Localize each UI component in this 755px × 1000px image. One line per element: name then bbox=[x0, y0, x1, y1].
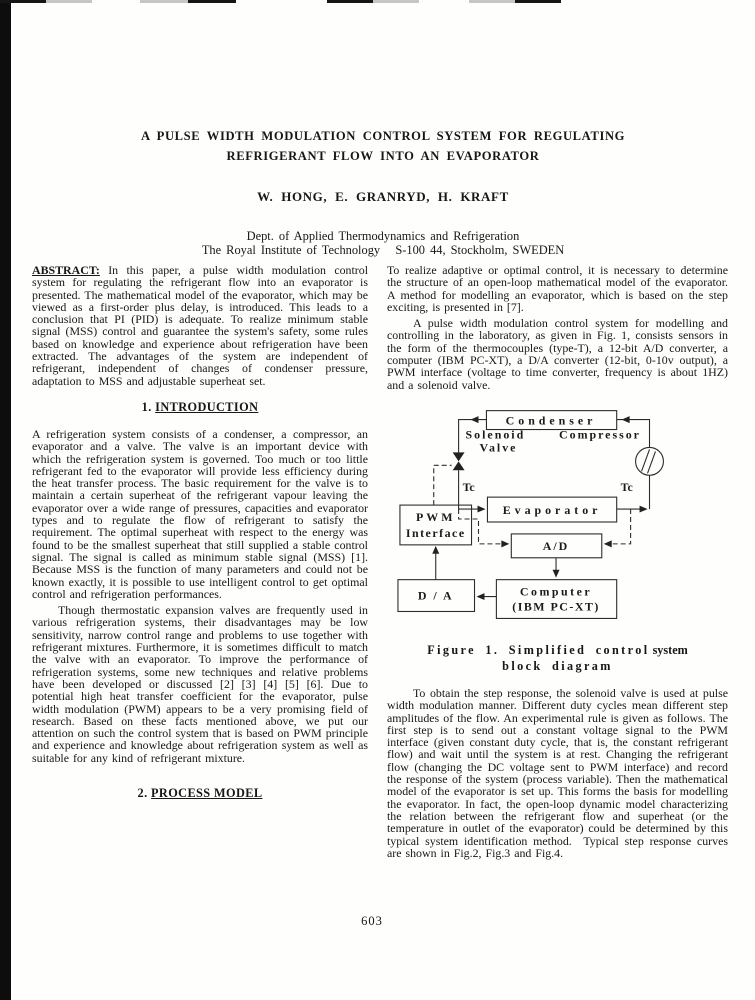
arrowhead-into-condenser bbox=[622, 416, 630, 423]
compressor-symbol bbox=[636, 447, 664, 475]
intro-paragraph-2: Though thermostatic expansion valves are frequently used in various refrigeration systems, their disadvantages may be low sensitivity, narrow control range and problems to use together with refrigerant mixtures. Furthermore, it is sometimes difficult to match the valve with an evaporator. To improve the performance of refrigeration systems, some new techniques and relative problems have been developed or discussed [2] [3] [4] [5] [6]. Due to potential high heat transfer coefficient for the evaporator, pulse width modulation (PWM) appears to be a very promising field of research. Based on these facts mentioned above, we put our attention on such the control system that is based on PWM principle and experience and knowledge about refrigeration system as well as suitable for any kind of refrigerant mixture. bbox=[32, 603, 368, 765]
pwm-to-valve-control-line bbox=[434, 465, 452, 505]
computer-label-2: (IBM PC-XT) bbox=[512, 599, 600, 614]
affiliation bbox=[11, 229, 755, 257]
solenoid-valve-label-1: Solenoid bbox=[465, 427, 526, 442]
tc-right-signal-line bbox=[607, 509, 631, 544]
condenser-label: Condenser bbox=[505, 413, 597, 428]
right-paragraph-3: To obtain the step response, the solenoid valve is used at pulse width modulation manner. Different duty cycles mean different step amplitudes of the flow. An experimental rule is given as follows. The first step is to send out a constant voltage signal to the PWM interface (given constant duty cycle, that is, the constant refrigerant flow) and wait until the system is at rest. Changing the refrigerant flow (changing the DC voltage sent to PWM interface) and record the response of the system (process variable). Then the mathematical model of the evaporator is set up. This forms the basis for modelling the evaporator. In fact, the open-loop dynamic model characterizing the relation between the refrigerant flow and superheat (or the temperature in outlet of the evaporator) could be determined by this typical system identification method. Typical step response curves are shown in Fig.2, Fig.3 and Fig.4. bbox=[387, 685, 728, 860]
figure-1 bbox=[387, 407, 728, 674]
ad-converter-label: A/D bbox=[542, 538, 570, 553]
column-right bbox=[387, 264, 728, 859]
right-paragraph-2: A pulse width modulation control system for modelling and controlling in the laboratory, as given in Fig. 1, consists sensors in the form of the thermocouples (type-T), a 12-bit A/D converter, a computer (IBM PC-XT), a D/A converter (12-bit, 0-10v output), a PWM interface (voltage to time converter, frequency is about 1HZ) and a solenoid valve. bbox=[387, 316, 728, 392]
scan-edge-bar bbox=[0, 0, 11, 1000]
arrowhead-into-pwm bbox=[432, 546, 439, 554]
section-heading-introduction bbox=[32, 400, 368, 415]
section-number: 1. bbox=[141, 399, 156, 414]
arrowhead-into-da bbox=[477, 593, 485, 600]
section-title: INTRODUCTION bbox=[155, 399, 259, 414]
page-number: 603 bbox=[361, 914, 383, 928]
tc-left-signal-line bbox=[459, 509, 507, 544]
right-paragraph-1: To realize adaptive or optimal control, it is necessary to determine the structure of an open-loop mathematical model of the evaporator. A method for modelling an evaporator, which is based on the step exciting, is presented in [7]. bbox=[387, 263, 728, 314]
computer-label-1: Computer bbox=[519, 584, 593, 599]
da-converter-label: D / A bbox=[417, 588, 454, 603]
affiliation-line-2: The Royal Institute of Technology S-100 44, Stockholm, SWEDEN bbox=[201, 243, 565, 257]
arrowhead-liquid-line bbox=[471, 416, 479, 423]
solenoid-valve-icon bbox=[453, 452, 465, 461]
arrowhead-into-ad-left bbox=[501, 540, 509, 547]
figure-caption-tail: system bbox=[649, 642, 688, 657]
paper-page bbox=[11, 0, 755, 1000]
solenoid-valve-icon bbox=[453, 461, 465, 470]
affiliation-line-1: Dept. of Applied Thermodynamics and Refrigeration bbox=[246, 229, 520, 243]
column-left bbox=[32, 264, 368, 859]
evaporator-label: Evaporator bbox=[502, 503, 602, 518]
two-column-body bbox=[11, 264, 755, 859]
abstract-label: ABSTRACT: bbox=[32, 263, 100, 277]
compressor-symbol-vanes bbox=[642, 449, 656, 473]
section-number: 2. bbox=[137, 785, 152, 800]
arrowhead-into-computer bbox=[553, 570, 560, 578]
paper-title-line-2: REFRIGERANT FLOW INTO AN EVAPORATOR bbox=[226, 149, 540, 163]
compressor-label: Compressor bbox=[559, 427, 641, 442]
figure-caption-line-2: block diagram bbox=[502, 658, 613, 673]
section-title: PROCESS MODEL bbox=[151, 785, 263, 800]
pwm-interface-label-1: PWM bbox=[416, 509, 456, 524]
authors-line: W. HONG, E. GRANRYD, H. KRAFT bbox=[257, 189, 509, 204]
arrowhead-into-ad-right bbox=[604, 540, 612, 547]
solenoid-valve-label-2: Valve bbox=[479, 440, 518, 455]
figure-caption bbox=[387, 642, 728, 674]
paper-header bbox=[11, 0, 755, 257]
figure-caption-line-1: Figure 1. Simplified control bbox=[427, 642, 650, 657]
arrowhead-into-evaporator bbox=[477, 506, 485, 513]
abstract-text: In this paper, a pulse width modulation control system for regulating the refrigerant flow into an evaporator is presented. The mathematical model of the evaporator, which may be viewed as a first-order plus delay, is introduced. This leads to a conclusion that PI (PID) is adequate. To realize minimum stable signal (MSS) control and guarantee the system's safety, some rules based on knowledge and experience about refrigeration have been extracted. The advantages of the system are independent of refrigerant, independent of changes of condenser pressure, adaptation to MSS and adjustable superheat set. bbox=[32, 263, 368, 388]
arrowhead-to-compressor bbox=[640, 506, 648, 513]
section-heading-process-model bbox=[32, 786, 368, 801]
tc-label-right: Tc bbox=[620, 480, 633, 495]
abstract-paragraph bbox=[32, 264, 368, 387]
pwm-interface-label-2: Interface bbox=[405, 525, 466, 540]
paper-title-line-1: A PULSE WIDTH MODULATION CONTROL SYSTEM FOR REGULATING bbox=[140, 129, 626, 143]
intro-paragraph-1: A refrigeration system consists of a condenser, a compressor, an evaporator and a valve. The valve is an important device with which the refrigeration system is governed. Too much or too little refrigerant fed to the evaporator will provide less efficiency during the heat transfer process. The basic requirement for the valve is to maintain a certain superheat of the refrigerant vapour leaving the evaporator over a wide range of pressures, capacities and evaporator types and to regulate the flow of refrigerant to satisfy the requirement. The optimal superheat with respect to the energy was found to be the smallest superheat that still supplied a stable control signal. The signal is called as minimum stable signal (MSS) [1]. Because MSS is the function of many parameters and could not be known exactly, it is possible to use intelligent control to get optimal control and refrigeration performances. bbox=[32, 426, 368, 601]
figure-1-diagram bbox=[390, 407, 738, 635]
tc-label-left: Tc bbox=[462, 480, 475, 495]
